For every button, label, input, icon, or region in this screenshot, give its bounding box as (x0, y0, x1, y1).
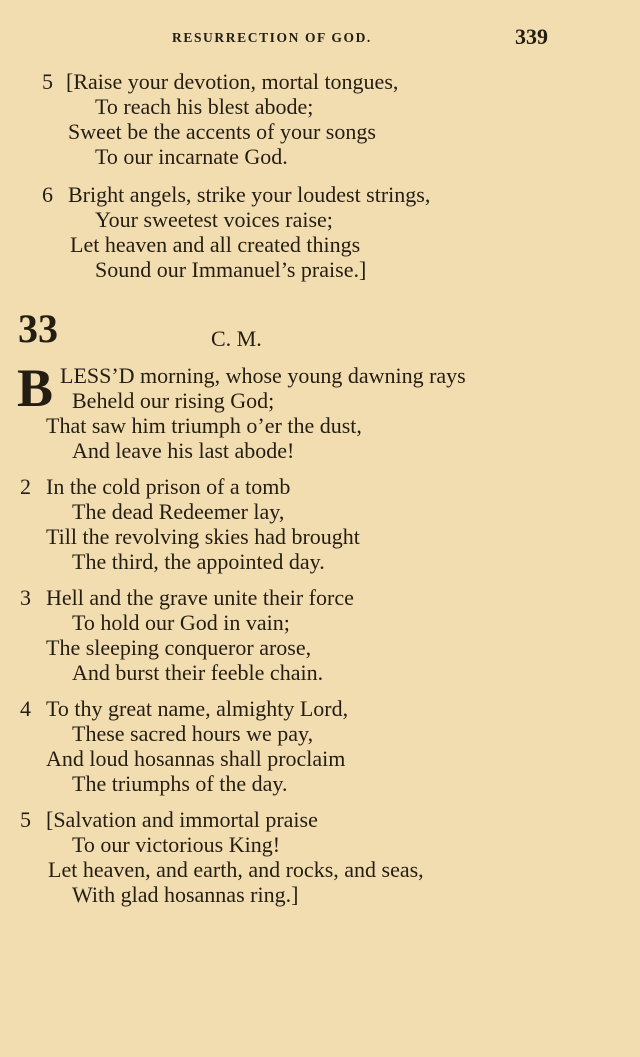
verse-line: These sacred hours we pay, (72, 721, 314, 746)
verse-line: To hold our God in vain; (72, 610, 290, 635)
verse-line: The dead Redeemer lay, (72, 499, 285, 524)
running-title: RESURRECTION OF GOD. (172, 30, 372, 45)
verse-line: Beheld our rising God; (72, 388, 275, 413)
verse-line: Let heaven and all created things (70, 232, 361, 257)
verse-line: To our incarnate God. (95, 144, 288, 169)
verse-line: Till the revolving skies had brought (46, 524, 360, 549)
verse-line: And burst their feeble chain. (72, 660, 324, 685)
verse-line: The third, the appointed day. (72, 549, 325, 574)
verse-line: Your sweetest voices raise; (95, 207, 333, 232)
page-number: 339 (515, 24, 548, 49)
verse-line: [Raise your devotion, mortal tongues, (66, 69, 399, 94)
verse-line: And loud hosannas shall proclaim (46, 746, 346, 771)
verse-line: That saw him triumph o’er the dust, (46, 413, 362, 438)
verse-line: To reach his blest abode; (95, 94, 314, 119)
verse-line: Let heaven, and earth, and rocks, and seas, (48, 857, 424, 882)
verse-line: With glad hosannas ring.] (72, 882, 299, 907)
verse-line: Bright angels, strike your loudest strings, (68, 182, 431, 207)
hymn-number: 33 (18, 306, 58, 351)
verse-line: And leave his last abode! (72, 438, 295, 463)
stanza-number: 4 (20, 696, 31, 721)
stanza-number: 5 (42, 69, 53, 94)
verse-line: LESS’D morning, whose young dawning rays (60, 363, 466, 388)
verse-line: The triumphs of the day. (72, 771, 288, 796)
verse-line: Hell and the grave unite their force (46, 585, 354, 610)
verse-line: The sleeping conqueror arose, (46, 635, 312, 660)
stanza-number: 2 (20, 474, 31, 499)
drop-cap: B (17, 358, 54, 418)
stanza-number: 6 (42, 182, 53, 207)
stanza-number: 5 (20, 807, 31, 832)
verse-line: Sound our Immanuel’s praise.] (95, 257, 367, 282)
verse-line: In the cold prison of a tomb (46, 474, 291, 499)
verse-line: To our victorious King! (72, 832, 281, 857)
verse-line: [Salvation and immortal praise (46, 807, 318, 832)
verse-line: To thy great name, almighty Lord, (46, 696, 349, 721)
stanza-number: 3 (20, 585, 31, 610)
hymn-meter: C. M. (211, 326, 262, 351)
page-header (0, 24, 640, 48)
verse-line: Sweet be the accents of your songs (68, 119, 376, 144)
